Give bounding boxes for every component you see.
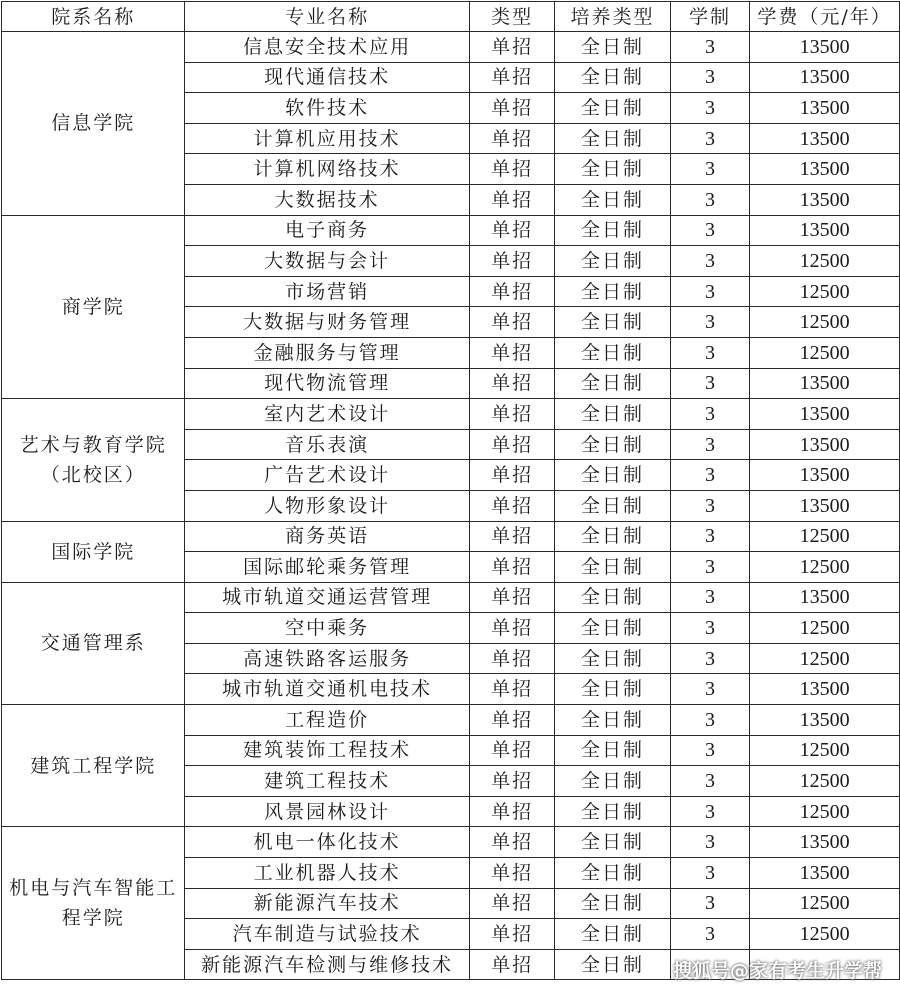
study-years: 3 [670,613,749,644]
tuition-fee: 13500 [750,460,900,491]
enroll-type: 单招 [469,368,554,399]
tuition-table [1,1,900,980]
enroll-type: 单招 [469,62,554,93]
study-years: 3 [670,919,749,950]
major-name: 信息安全技术应用 [185,32,470,63]
major-name: 机电一体化技术 [185,827,470,858]
college-name: 机电与汽车智能工程学院 [2,827,185,980]
study-years: 3 [670,32,749,63]
enroll-type: 单招 [469,796,554,827]
major-name: 新能源汽车技术 [185,888,470,919]
tuition-fee: 13500 [750,215,900,246]
major-name: 室内艺术设计 [185,399,470,430]
major-name: 广告艺术设计 [185,460,470,491]
enroll-type: 单招 [469,643,554,674]
study-years: 3 [670,215,749,246]
header-row [2,2,900,32]
enroll-type: 单招 [469,93,554,124]
tuition-fee: 12500 [750,766,900,797]
study-years: 3 [670,246,749,277]
major-name: 计算机应用技术 [185,123,470,154]
tuition-fee: 13500 [750,674,900,705]
study-mode: 全日制 [555,919,671,950]
table-row [2,399,900,430]
college-name: 建筑工程学院 [2,705,185,827]
study-mode: 全日制 [555,643,671,674]
study-years: 3 [670,184,749,215]
tuition-fee: 13500 [750,490,900,521]
header-fee: 学费（元/年） [750,2,900,32]
study-years: 3 [670,62,749,93]
tuition-fee: 13500 [750,93,900,124]
major-name: 新能源汽车检测与维修技术 [185,949,470,980]
study-mode: 全日制 [555,399,671,430]
study-years: 3 [670,643,749,674]
table-row [2,521,900,552]
tuition-fee: 12500 [750,337,900,368]
study-mode: 全日制 [555,613,671,644]
study-mode: 全日制 [555,705,671,736]
tuition-fee: 13500 [750,399,900,430]
study-mode: 全日制 [555,62,671,93]
enroll-type: 单招 [469,246,554,277]
major-name: 大数据与财务管理 [185,307,470,338]
college-name: 艺术与教育学院（北校区） [2,399,185,521]
study-mode: 全日制 [555,368,671,399]
study-years: 3 [670,154,749,185]
major-name: 大数据技术 [185,184,470,215]
study-years: 3 [670,368,749,399]
tuition-fee: 12500 [750,796,900,827]
tuition-fee: 13500 [750,858,900,889]
table-row [2,215,900,246]
study-mode: 全日制 [555,337,671,368]
major-name: 电子商务 [185,215,470,246]
tuition-fee: 12500 [750,735,900,766]
major-name: 计算机网络技术 [185,154,470,185]
tuition-fee: 12500 [750,919,900,950]
watermark: 搜狐号@家有考生升学帮 [672,960,882,982]
college-name: 商学院 [2,215,185,399]
enroll-type: 单招 [469,735,554,766]
header-years: 学制 [670,2,749,32]
enroll-type: 单招 [469,399,554,430]
enroll-type: 单招 [469,521,554,552]
tuition-fee: 12500 [750,307,900,338]
tuition-fee: 13500 [750,123,900,154]
major-name: 现代物流管理 [185,368,470,399]
major-name: 建筑工程技术 [185,766,470,797]
major-name: 现代通信技术 [185,62,470,93]
enroll-type: 单招 [469,674,554,705]
enroll-type: 单招 [469,766,554,797]
study-mode: 全日制 [555,552,671,583]
major-name: 城市轨道交通运营管理 [185,582,470,613]
table-row [2,582,900,613]
study-years: 3 [670,582,749,613]
study-mode: 全日制 [555,184,671,215]
study-years: 3 [670,93,749,124]
study-mode: 全日制 [555,827,671,858]
tuition-fee: 13500 [750,32,900,63]
study-mode: 全日制 [555,460,671,491]
tuition-fee: 12500 [750,888,900,919]
study-years: 3 [670,337,749,368]
study-mode: 全日制 [555,490,671,521]
enroll-type: 单招 [469,337,554,368]
study-mode: 全日制 [555,276,671,307]
study-years: 3 [670,429,749,460]
study-years: 3 [670,490,749,521]
table-row [2,827,900,858]
college-name: 交通管理系 [2,582,185,704]
enroll-type: 单招 [469,276,554,307]
header-mode: 培养类型 [555,2,671,32]
study-mode: 全日制 [555,521,671,552]
enroll-type: 单招 [469,919,554,950]
major-name: 音乐表演 [185,429,470,460]
study-years: 3 [670,674,749,705]
tuition-fee: 13500 [750,62,900,93]
study-mode: 全日制 [555,123,671,154]
study-mode: 全日制 [555,766,671,797]
tuition-fee: 13500 [750,705,900,736]
table-row [2,705,900,736]
study-mode: 全日制 [555,32,671,63]
tuition-fee: 12500 [750,643,900,674]
study-mode: 全日制 [555,246,671,277]
table-body [2,32,900,980]
tuition-fee: 13500 [750,582,900,613]
major-name: 工业机器人技术 [185,858,470,889]
study-mode: 全日制 [555,307,671,338]
study-years: 3 [670,858,749,889]
tuition-fee: 13500 [750,827,900,858]
major-name: 商务英语 [185,521,470,552]
study-years: 3 [670,123,749,154]
major-name: 汽车制造与试验技术 [185,919,470,950]
tuition-fee: 13500 [750,184,900,215]
enroll-type: 单招 [469,154,554,185]
major-name: 人物形象设计 [185,490,470,521]
study-mode: 全日制 [555,674,671,705]
header-major: 专业名称 [185,2,470,32]
enroll-type: 单招 [469,858,554,889]
college-name: 国际学院 [2,521,185,582]
study-mode: 全日制 [555,154,671,185]
college-name: 信息学院 [2,32,185,216]
header-college: 院系名称 [2,2,185,32]
enroll-type: 单招 [469,215,554,246]
tuition-fee: 12500 [750,276,900,307]
study-mode: 全日制 [555,888,671,919]
study-years: 3 [670,276,749,307]
enroll-type: 单招 [469,705,554,736]
enroll-type: 单招 [469,429,554,460]
study-mode: 全日制 [555,858,671,889]
header-type: 类型 [469,2,554,32]
study-mode: 全日制 [555,215,671,246]
study-years: 3 [670,735,749,766]
major-name: 城市轨道交通机电技术 [185,674,470,705]
tuition-fee: 12500 [750,552,900,583]
enroll-type: 单招 [469,490,554,521]
major-name: 风景园林设计 [185,796,470,827]
tuition-fee: 13500 [750,154,900,185]
study-years: 3 [670,552,749,583]
major-name: 高速铁路客运服务 [185,643,470,674]
study-mode: 全日制 [555,949,671,980]
tuition-fee: 13500 [750,429,900,460]
tuition-fee: 12500 [750,521,900,552]
study-mode: 全日制 [555,582,671,613]
study-years: 3 [670,888,749,919]
enroll-type: 单招 [469,582,554,613]
enroll-type: 单招 [469,552,554,583]
tuition-fee: 13500 [750,368,900,399]
enroll-type: 单招 [469,184,554,215]
study-years: 3 [670,796,749,827]
table-row [2,32,900,63]
tuition-fee: 12500 [750,613,900,644]
major-name: 国际邮轮乘务管理 [185,552,470,583]
study-mode: 全日制 [555,93,671,124]
enroll-type: 单招 [469,123,554,154]
study-years: 3 [670,399,749,430]
major-name: 建筑装饰工程技术 [185,735,470,766]
study-years: 3 [670,705,749,736]
study-years: 3 [670,521,749,552]
major-name: 金融服务与管理 [185,337,470,368]
study-mode: 全日制 [555,796,671,827]
major-name: 大数据与会计 [185,246,470,277]
tuition-fee: 12500 [750,246,900,277]
enroll-type: 单招 [469,613,554,644]
major-name: 软件技术 [185,93,470,124]
major-name: 工程造价 [185,705,470,736]
enroll-type: 单招 [469,949,554,980]
enroll-type: 单招 [469,32,554,63]
study-mode: 全日制 [555,735,671,766]
enroll-type: 单招 [469,888,554,919]
enroll-type: 单招 [469,307,554,338]
enroll-type: 单招 [469,460,554,491]
study-years: 3 [670,307,749,338]
enroll-type: 单招 [469,827,554,858]
study-years: 3 [670,766,749,797]
study-years: 3 [670,460,749,491]
major-name: 市场营销 [185,276,470,307]
study-mode: 全日制 [555,429,671,460]
major-name: 空中乘务 [185,613,470,644]
study-years: 3 [670,827,749,858]
